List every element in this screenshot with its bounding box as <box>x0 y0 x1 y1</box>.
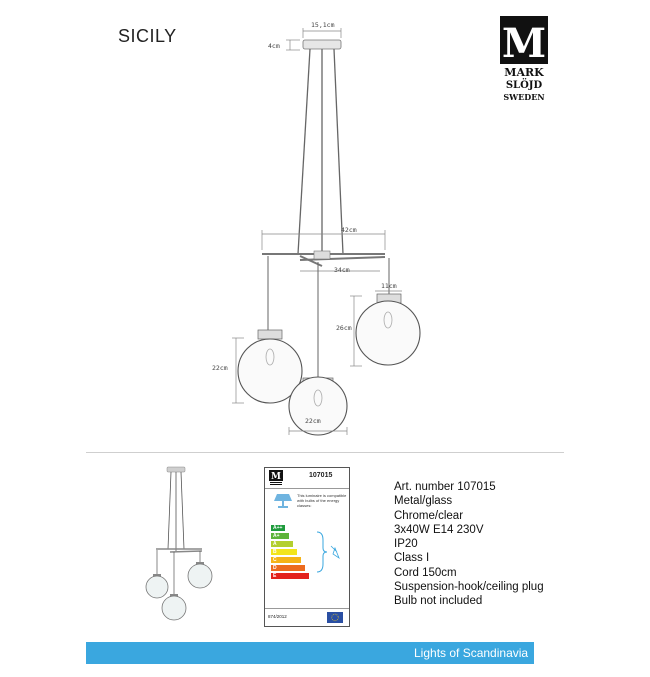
dim-canopy-height: 4cm <box>268 42 280 50</box>
svg-text:SLÖJD: SLÖJD <box>505 80 543 91</box>
spec-line: Chrome/clear <box>394 509 464 522</box>
product-specs <box>394 480 544 609</box>
footer-text: Lights of Scandinavia <box>414 646 529 660</box>
product-photo <box>140 462 230 632</box>
spec-line: Metal/glass <box>394 495 453 508</box>
energy-compat-text: This luminaire is compatible with bulbs of the energy classes: <box>297 493 347 508</box>
spec-line: Class I <box>394 552 430 565</box>
spec-line: IP20 <box>394 538 418 551</box>
dim-inner-span: 34cm <box>334 266 350 274</box>
spec-line: Bulb not included <box>394 595 483 608</box>
spec-line: 3x40W E14 230V <box>394 523 484 536</box>
energy-regulation: 874/2012 <box>268 614 287 619</box>
energy-class-bar: A+ <box>271 533 289 539</box>
energy-label <box>264 467 350 627</box>
spec-line: Art. number 107015 <box>394 481 496 493</box>
energy-label-article: 107015 <box>309 472 333 479</box>
section-divider <box>86 452 564 453</box>
dim-right-globe-height: 26cm <box>336 324 352 332</box>
energy-class-bar: C <box>271 557 301 563</box>
svg-text:MARK: MARK <box>504 66 544 79</box>
energy-label-brand-mark <box>269 470 283 486</box>
footer-bar <box>86 642 534 664</box>
eu-flag-icon <box>327 612 343 623</box>
dim-globe-cap: 11cm <box>381 282 397 290</box>
dim-left-globe-height: 22cm <box>212 364 228 372</box>
energy-class-bar: A++ <box>271 525 285 531</box>
lamp-icon <box>273 492 293 508</box>
dim-arm-span: 42cm <box>341 226 357 234</box>
energy-label-footer <box>265 608 349 626</box>
energy-range-bracket <box>315 530 345 574</box>
spec-line: Cord 150cm <box>394 566 457 579</box>
dim-center-globe-width: 22cm <box>305 417 321 425</box>
svg-text:M: M <box>271 472 281 482</box>
energy-class-bar: D <box>271 565 305 571</box>
svg-text:M: M <box>501 20 547 67</box>
energy-class-bar: A <box>271 541 293 547</box>
spec-line: Suspension-hook/ceiling plug <box>394 581 544 594</box>
svg-text:SWEDEN: SWEDEN <box>503 92 545 102</box>
dim-canopy-width: 15,1cm <box>311 21 335 29</box>
energy-label-header <box>265 468 349 489</box>
energy-class-bar: B <box>271 549 297 555</box>
energy-class-bar: E <box>271 573 309 579</box>
product-title: SICILY <box>118 26 177 46</box>
